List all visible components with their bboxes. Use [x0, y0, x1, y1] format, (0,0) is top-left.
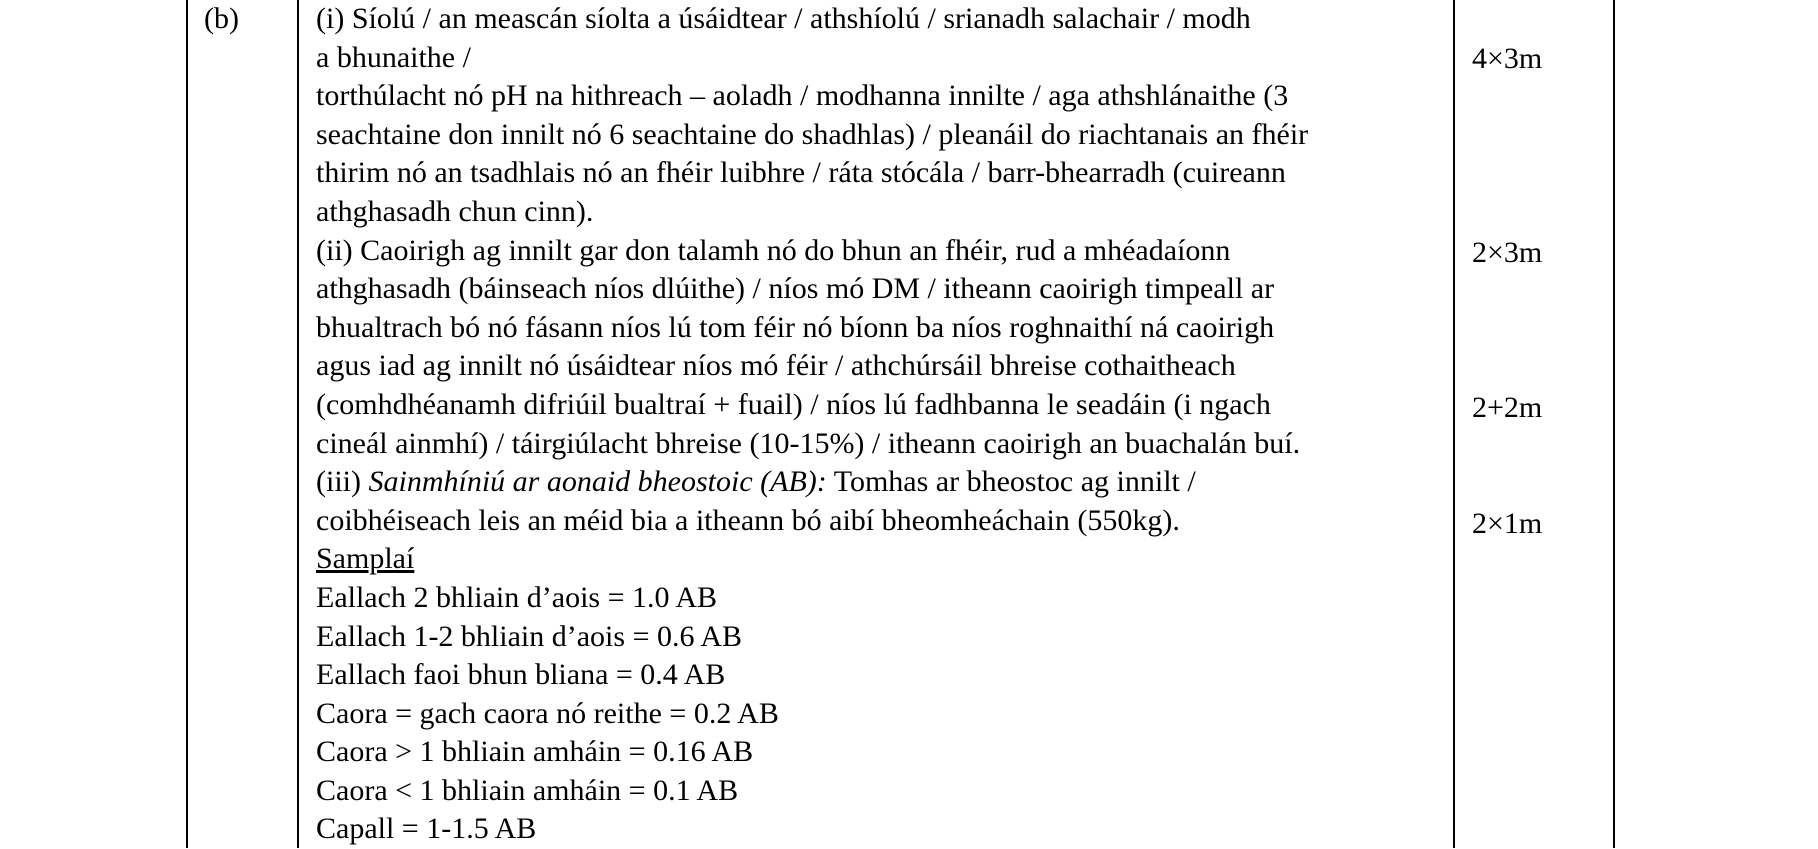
answer-line: athghasadh chun cinn). [316, 194, 594, 228]
answer-line: agus iad ag innilt nó úsáidtear níos mó féir / athchúrsáil bhreise cothaitheach [316, 349, 1236, 383]
answer-part-iii [316, 463, 1446, 849]
table-divider-label [297, 0, 299, 848]
definition-text: Tomhas ar bheostoc ag innilt / [826, 465, 1196, 499]
answer-part-ii [316, 232, 1446, 464]
answer-line: (comhdhéanamh difriúil bualtraí + fuail) / níos lú fadhbanna le seadáin (i ngach [316, 387, 1271, 421]
example-item: Caora > 1 bhliain amháin = 0.16 AB [316, 735, 754, 769]
answer-line: bhualtrach bó nó fásann níos lú tom féir nó bíonn ba níos roghnaithí ná caoirigh [316, 310, 1275, 344]
definition-term: Sainmhíniú ar aonaid bheostoic (AB): [368, 465, 827, 499]
answer-line: coibhéiseach leis an méid bia a itheann bó aibí bheomheáchain (550kg). [316, 503, 1180, 537]
example-item: Caora < 1 bhliain amháin = 0.1 AB [316, 773, 739, 807]
answer-line: a bhunaithe / [316, 40, 471, 74]
marks-part-iii-b: 2×1m [1472, 507, 1543, 540]
answer-line: athghasadh (báinseach níos dlúithe) / níos mó DM / itheann caoirigh timpeall ar [316, 272, 1275, 306]
example-item: Caora = gach caora nó reithe = 0.2 AB [316, 696, 779, 730]
example-item: Eallach 2 bhliain d’aois = 1.0 AB [316, 580, 718, 614]
marks-part-iii-a: 2+2m [1472, 391, 1543, 424]
marks-part-ii: 2×3m [1472, 236, 1543, 269]
answer-line: seachtaine don innilt nó 6 seachtaine do shadhlas) / pleanáil do riachtanais an fhéir [316, 117, 1309, 151]
example-item: Eallach 1-2 bhliain d’aois = 0.6 AB [316, 619, 743, 653]
answer-line: torthúlacht nó pH na hithreach – aoladh / modhanna innilte / aga athshlánaithe (3 [316, 79, 1289, 113]
part-label: (b) [204, 2, 239, 35]
examples-heading: Samplaí [316, 542, 415, 576]
definition-line [316, 463, 1446, 502]
answer-line: cineál ainmhí) / táirgiúlacht bhreise (10-15%) / itheann caoirigh an buachalán buí. [316, 426, 1301, 460]
marks-part-i: 4×3m [1472, 42, 1543, 75]
example-item: Eallach faoi bhun bliana = 0.4 AB [316, 658, 726, 692]
table-border-right [1613, 0, 1615, 848]
table-border-left [186, 0, 188, 848]
answer-cell [316, 0, 1446, 849]
answer-line: (i) Síolú / an meascán síolta a úsáidtear / athshíolú / srianadh salachair / modh [316, 2, 1251, 35]
part-iii-prefix: (iii) [316, 465, 369, 499]
table-divider-marks [1453, 0, 1455, 848]
answer-line: (ii) Caoirigh ag innilt gar don talamh nó do bhun an fhéir, rud a mhéadaíonn [316, 233, 1231, 267]
answer-line: thirim nó an tsadhlais nó an fhéir luibhre / ráta stócála / barr-bhearradh (cuireann [316, 156, 1286, 190]
example-item: Capall = 1-1.5 AB [316, 812, 537, 846]
examples-heading-line [316, 540, 1446, 579]
answer-part-i [316, 0, 1446, 232]
